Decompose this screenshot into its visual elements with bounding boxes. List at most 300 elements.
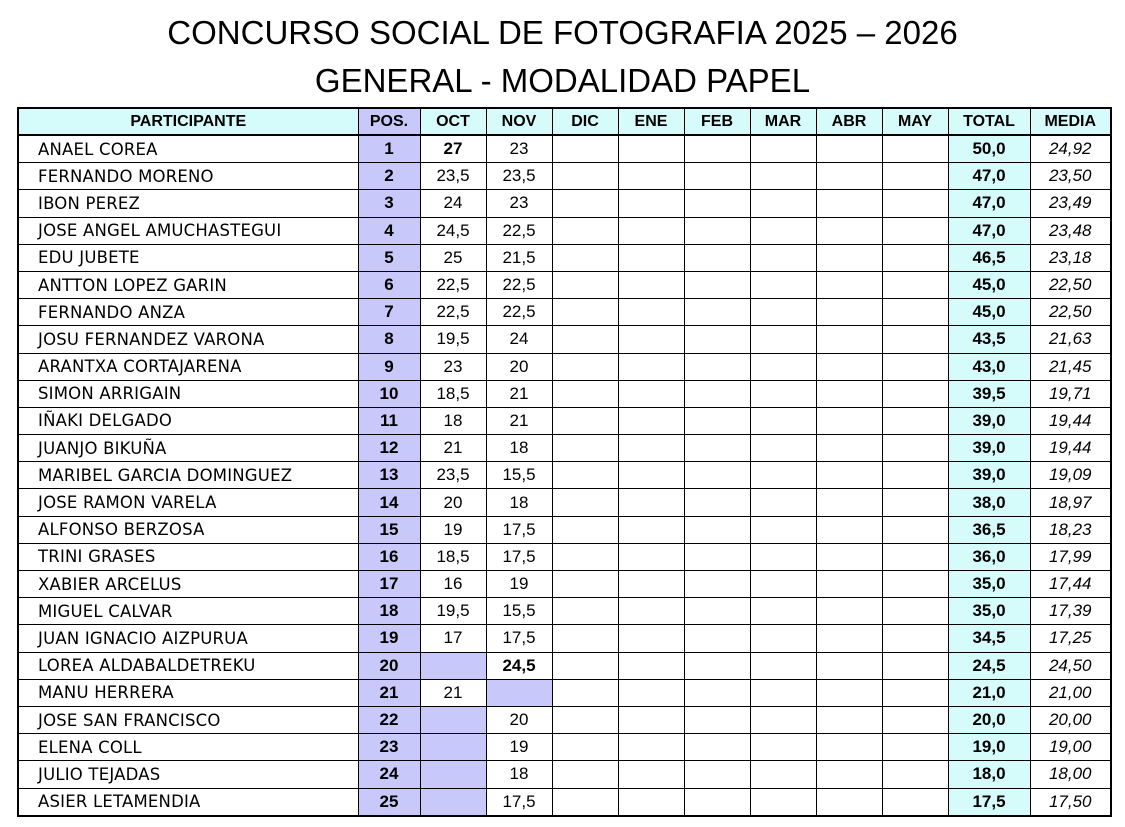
total-cell: 46,5 — [948, 244, 1030, 271]
score-ene — [618, 299, 684, 326]
total-cell: 39,0 — [948, 435, 1030, 462]
score-ene — [618, 462, 684, 489]
total-cell: 43,0 — [948, 353, 1030, 380]
score-may — [882, 462, 948, 489]
score-mar — [750, 652, 816, 679]
score-ene — [618, 435, 684, 462]
total-cell: 45,0 — [948, 271, 1030, 298]
score-dic — [552, 706, 618, 733]
score-oct — [420, 706, 486, 733]
score-oct: 18,5 — [420, 543, 486, 570]
total-cell: 35,0 — [948, 598, 1030, 625]
score-mar — [750, 271, 816, 298]
score-abr — [816, 788, 882, 816]
score-dic — [552, 462, 618, 489]
header-may: MAY — [882, 108, 948, 135]
header-abr: ABR — [816, 108, 882, 135]
position-cell: 13 — [358, 462, 420, 489]
score-nov: 23 — [486, 135, 552, 163]
score-oct: 16 — [420, 571, 486, 598]
score-may — [882, 380, 948, 407]
table-row — [18, 462, 1111, 489]
score-dic — [552, 571, 618, 598]
table-row — [18, 380, 1111, 407]
position-cell: 7 — [358, 299, 420, 326]
score-dic — [552, 761, 618, 788]
score-abr — [816, 326, 882, 353]
position-cell: 8 — [358, 326, 420, 353]
table-row — [18, 435, 1111, 462]
score-may — [882, 435, 948, 462]
score-dic — [552, 244, 618, 271]
score-feb — [684, 407, 750, 434]
score-mar — [750, 135, 816, 163]
score-ene — [618, 761, 684, 788]
participant-name: ARANTXA CORTAJARENA — [18, 353, 358, 380]
score-dic — [552, 652, 618, 679]
score-ene — [618, 163, 684, 190]
table-row — [18, 326, 1111, 353]
score-feb — [684, 217, 750, 244]
media-cell: 19,44 — [1030, 407, 1111, 434]
score-dic — [552, 435, 618, 462]
score-ene — [618, 706, 684, 733]
position-cell: 4 — [358, 217, 420, 244]
score-may — [882, 571, 948, 598]
total-cell: 43,5 — [948, 326, 1030, 353]
score-nov: 15,5 — [486, 462, 552, 489]
score-oct: 22,5 — [420, 271, 486, 298]
table-row — [18, 625, 1111, 652]
score-mar — [750, 598, 816, 625]
score-may — [882, 706, 948, 733]
score-ene — [618, 625, 684, 652]
score-nov: 22,5 — [486, 299, 552, 326]
score-abr — [816, 163, 882, 190]
participant-name: SIMON ARRIGAIN — [18, 380, 358, 407]
score-feb — [684, 652, 750, 679]
table-row — [18, 788, 1111, 816]
header-oct: OCT — [420, 108, 486, 135]
score-mar — [750, 407, 816, 434]
participant-name: MANU HERRERA — [18, 679, 358, 706]
score-ene — [618, 543, 684, 570]
header-media: MEDIA — [1030, 108, 1111, 135]
header-participante: PARTICIPANTE — [18, 108, 358, 135]
position-cell: 15 — [358, 516, 420, 543]
score-feb — [684, 571, 750, 598]
score-oct: 24,5 — [420, 217, 486, 244]
media-cell: 23,50 — [1030, 163, 1111, 190]
score-oct: 23,5 — [420, 462, 486, 489]
media-cell: 17,99 — [1030, 543, 1111, 570]
score-dic — [552, 271, 618, 298]
score-feb — [684, 734, 750, 761]
score-oct: 21 — [420, 435, 486, 462]
participant-name: JOSE ANGEL AMUCHASTEGUI — [18, 217, 358, 244]
score-ene — [618, 407, 684, 434]
score-nov: 22,5 — [486, 271, 552, 298]
media-cell: 17,50 — [1030, 788, 1111, 816]
score-dic — [552, 299, 618, 326]
score-abr — [816, 652, 882, 679]
table-row — [18, 190, 1111, 217]
score-feb — [684, 625, 750, 652]
score-abr — [816, 679, 882, 706]
score-ene — [618, 679, 684, 706]
participant-name: JULIO TEJADAS — [18, 761, 358, 788]
media-cell: 23,48 — [1030, 217, 1111, 244]
media-cell: 22,50 — [1030, 299, 1111, 326]
score-mar — [750, 353, 816, 380]
score-nov: 19 — [486, 734, 552, 761]
score-may — [882, 353, 948, 380]
table-row — [18, 734, 1111, 761]
score-mar — [750, 217, 816, 244]
score-oct — [420, 761, 486, 788]
table-row — [18, 571, 1111, 598]
score-may — [882, 407, 948, 434]
table-row — [18, 516, 1111, 543]
score-abr — [816, 462, 882, 489]
score-nov: 20 — [486, 706, 552, 733]
total-cell: 36,5 — [948, 516, 1030, 543]
score-dic — [552, 679, 618, 706]
score-may — [882, 761, 948, 788]
score-abr — [816, 489, 882, 516]
total-cell: 36,0 — [948, 543, 1030, 570]
score-mar — [750, 625, 816, 652]
score-nov: 17,5 — [486, 788, 552, 816]
position-cell: 11 — [358, 407, 420, 434]
score-mar — [750, 435, 816, 462]
header-pos: POS. — [358, 108, 420, 135]
score-nov — [486, 679, 552, 706]
score-ene — [618, 380, 684, 407]
media-cell: 24,92 — [1030, 135, 1111, 163]
page-subtitle: GENERAL - MODALIDAD PAPEL — [314, 62, 811, 99]
total-cell: 50,0 — [948, 135, 1030, 163]
score-mar — [750, 788, 816, 816]
score-ene — [618, 598, 684, 625]
total-cell: 18,0 — [948, 761, 1030, 788]
score-dic — [552, 734, 618, 761]
score-dic — [552, 380, 618, 407]
position-cell: 20 — [358, 652, 420, 679]
score-may — [882, 543, 948, 570]
score-oct: 19 — [420, 516, 486, 543]
table-row — [18, 353, 1111, 380]
header-row — [18, 108, 1111, 135]
score-abr — [816, 706, 882, 733]
media-cell: 21,45 — [1030, 353, 1111, 380]
score-may — [882, 244, 948, 271]
score-nov: 21 — [486, 407, 552, 434]
score-dic — [552, 489, 618, 516]
participant-name: XABIER ARCELUS — [18, 571, 358, 598]
table-row — [18, 217, 1111, 244]
score-abr — [816, 543, 882, 570]
score-feb — [684, 244, 750, 271]
score-feb — [684, 679, 750, 706]
position-cell: 6 — [358, 271, 420, 298]
score-may — [882, 598, 948, 625]
score-dic — [552, 625, 618, 652]
participant-name: ANAEL COREA — [18, 135, 358, 163]
score-feb — [684, 598, 750, 625]
media-cell: 20,00 — [1030, 706, 1111, 733]
position-cell: 21 — [358, 679, 420, 706]
score-may — [882, 326, 948, 353]
score-mar — [750, 734, 816, 761]
score-nov: 18 — [486, 435, 552, 462]
score-mar — [750, 299, 816, 326]
position-cell: 12 — [358, 435, 420, 462]
total-cell: 38,0 — [948, 489, 1030, 516]
position-cell: 22 — [358, 706, 420, 733]
score-mar — [750, 462, 816, 489]
total-cell: 35,0 — [948, 571, 1030, 598]
position-cell: 17 — [358, 571, 420, 598]
score-feb — [684, 543, 750, 570]
score-may — [882, 163, 948, 190]
score-oct: 17 — [420, 625, 486, 652]
position-cell: 23 — [358, 734, 420, 761]
score-dic — [552, 135, 618, 163]
media-cell: 21,63 — [1030, 326, 1111, 353]
table-row — [18, 761, 1111, 788]
header-nov: NOV — [486, 108, 552, 135]
score-abr — [816, 380, 882, 407]
score-feb — [684, 435, 750, 462]
score-abr — [816, 734, 882, 761]
participant-name: EDU JUBETE — [18, 244, 358, 271]
participant-name: ASIER LETAMENDIA — [18, 788, 358, 816]
position-cell: 2 — [358, 163, 420, 190]
score-ene — [618, 271, 684, 298]
score-feb — [684, 163, 750, 190]
score-dic — [552, 217, 618, 244]
position-cell: 14 — [358, 489, 420, 516]
position-cell: 3 — [358, 190, 420, 217]
score-feb — [684, 462, 750, 489]
score-dic — [552, 326, 618, 353]
total-cell: 17,5 — [948, 788, 1030, 816]
total-cell: 47,0 — [948, 163, 1030, 190]
media-cell: 19,71 — [1030, 380, 1111, 407]
header-dic: DIC — [552, 108, 618, 135]
table-row — [18, 135, 1111, 163]
score-feb — [684, 271, 750, 298]
score-abr — [816, 271, 882, 298]
score-nov: 23 — [486, 190, 552, 217]
score-may — [882, 217, 948, 244]
score-oct: 25 — [420, 244, 486, 271]
media-cell: 18,00 — [1030, 761, 1111, 788]
score-oct — [420, 788, 486, 816]
score-feb — [684, 489, 750, 516]
media-cell: 19,00 — [1030, 734, 1111, 761]
score-nov: 18 — [486, 489, 552, 516]
media-cell: 17,39 — [1030, 598, 1111, 625]
media-cell: 21,00 — [1030, 679, 1111, 706]
table-row — [18, 244, 1111, 271]
score-mar — [750, 679, 816, 706]
total-cell: 45,0 — [948, 299, 1030, 326]
score-may — [882, 734, 948, 761]
participant-name: ANTTON LOPEZ GARIN — [18, 271, 358, 298]
score-mar — [750, 163, 816, 190]
score-mar — [750, 489, 816, 516]
score-nov: 17,5 — [486, 516, 552, 543]
total-cell: 20,0 — [948, 706, 1030, 733]
score-abr — [816, 353, 882, 380]
score-ene — [618, 734, 684, 761]
score-abr — [816, 217, 882, 244]
score-oct: 18 — [420, 407, 486, 434]
total-cell: 21,0 — [948, 679, 1030, 706]
participant-name: IBON PEREZ — [18, 190, 358, 217]
table-row — [18, 543, 1111, 570]
participant-name: FERNANDO MORENO — [18, 163, 358, 190]
position-cell: 1 — [358, 135, 420, 163]
score-dic — [552, 407, 618, 434]
score-nov: 17,5 — [486, 543, 552, 570]
score-feb — [684, 516, 750, 543]
score-feb — [684, 299, 750, 326]
score-may — [882, 135, 948, 163]
score-mar — [750, 571, 816, 598]
score-feb — [684, 135, 750, 163]
media-cell: 23,49 — [1030, 190, 1111, 217]
score-mar — [750, 761, 816, 788]
score-ene — [618, 135, 684, 163]
score-nov: 21,5 — [486, 244, 552, 271]
score-may — [882, 679, 948, 706]
media-cell: 22,50 — [1030, 271, 1111, 298]
score-mar — [750, 326, 816, 353]
table-row — [18, 299, 1111, 326]
score-abr — [816, 625, 882, 652]
score-mar — [750, 543, 816, 570]
score-abr — [816, 190, 882, 217]
participant-name: TRINI GRASES — [18, 543, 358, 570]
position-cell: 9 — [358, 353, 420, 380]
score-feb — [684, 353, 750, 380]
participant-name: LOREA ALDABALDETREKU — [18, 652, 358, 679]
score-dic — [552, 598, 618, 625]
participant-name: JOSE SAN FRANCISCO — [18, 706, 358, 733]
score-abr — [816, 761, 882, 788]
score-ene — [618, 489, 684, 516]
score-nov: 18 — [486, 761, 552, 788]
score-feb — [684, 761, 750, 788]
participant-name: MIGUEL CALVAR — [18, 598, 358, 625]
score-oct: 23,5 — [420, 163, 486, 190]
score-abr — [816, 135, 882, 163]
score-may — [882, 516, 948, 543]
score-oct — [420, 734, 486, 761]
score-ene — [618, 217, 684, 244]
score-may — [882, 625, 948, 652]
score-abr — [816, 407, 882, 434]
media-cell: 18,23 — [1030, 516, 1111, 543]
score-nov: 20 — [486, 353, 552, 380]
participant-name: MARIBEL GARCIA DOMINGUEZ — [18, 462, 358, 489]
media-cell: 19,44 — [1030, 435, 1111, 462]
participant-name: ALFONSO BERZOSA — [18, 516, 358, 543]
participant-name: IÑAKI DELGADO — [18, 407, 358, 434]
total-cell: 34,5 — [948, 625, 1030, 652]
table-row — [18, 598, 1111, 625]
score-feb — [684, 380, 750, 407]
score-may — [882, 299, 948, 326]
score-nov: 24,5 — [486, 652, 552, 679]
score-nov: 17,5 — [486, 625, 552, 652]
score-oct: 27 — [420, 135, 486, 163]
score-dic — [552, 353, 618, 380]
media-cell: 24,50 — [1030, 652, 1111, 679]
total-cell: 24,5 — [948, 652, 1030, 679]
score-abr — [816, 598, 882, 625]
score-mar — [750, 190, 816, 217]
media-cell: 17,44 — [1030, 571, 1111, 598]
total-cell: 39,0 — [948, 462, 1030, 489]
table-row — [18, 489, 1111, 516]
table-row — [18, 706, 1111, 733]
position-cell: 10 — [358, 380, 420, 407]
participant-name: JOSE RAMON VARELA — [18, 489, 358, 516]
score-feb — [684, 326, 750, 353]
page-title: CONCURSO SOCIAL DE FOTOGRAFIA 2025 – 2026 — [167, 14, 958, 51]
score-abr — [816, 516, 882, 543]
score-feb — [684, 788, 750, 816]
table-row — [18, 407, 1111, 434]
score-mar — [750, 516, 816, 543]
score-oct: 20 — [420, 489, 486, 516]
header-ene: ENE — [618, 108, 684, 135]
score-may — [882, 652, 948, 679]
score-ene — [618, 652, 684, 679]
media-cell: 19,09 — [1030, 462, 1111, 489]
position-cell: 24 — [358, 761, 420, 788]
score-ene — [618, 571, 684, 598]
score-dic — [552, 516, 618, 543]
score-ene — [618, 788, 684, 816]
total-cell: 39,0 — [948, 407, 1030, 434]
score-oct: 22,5 — [420, 299, 486, 326]
score-dic — [552, 543, 618, 570]
table-body — [18, 135, 1111, 816]
media-cell: 23,18 — [1030, 244, 1111, 271]
score-oct: 24 — [420, 190, 486, 217]
score-dic — [552, 190, 618, 217]
score-oct: 19,5 — [420, 326, 486, 353]
total-cell: 47,0 — [948, 190, 1030, 217]
participant-name: JOSU FERNANDEZ VARONA — [18, 326, 358, 353]
score-abr — [816, 299, 882, 326]
position-cell: 16 — [358, 543, 420, 570]
header-total: TOTAL — [948, 108, 1030, 135]
score-nov: 22,5 — [486, 217, 552, 244]
total-cell: 39,5 — [948, 380, 1030, 407]
score-nov: 23,5 — [486, 163, 552, 190]
score-feb — [684, 190, 750, 217]
score-nov: 15,5 — [486, 598, 552, 625]
score-dic — [552, 163, 618, 190]
score-ene — [618, 244, 684, 271]
score-oct: 21 — [420, 679, 486, 706]
